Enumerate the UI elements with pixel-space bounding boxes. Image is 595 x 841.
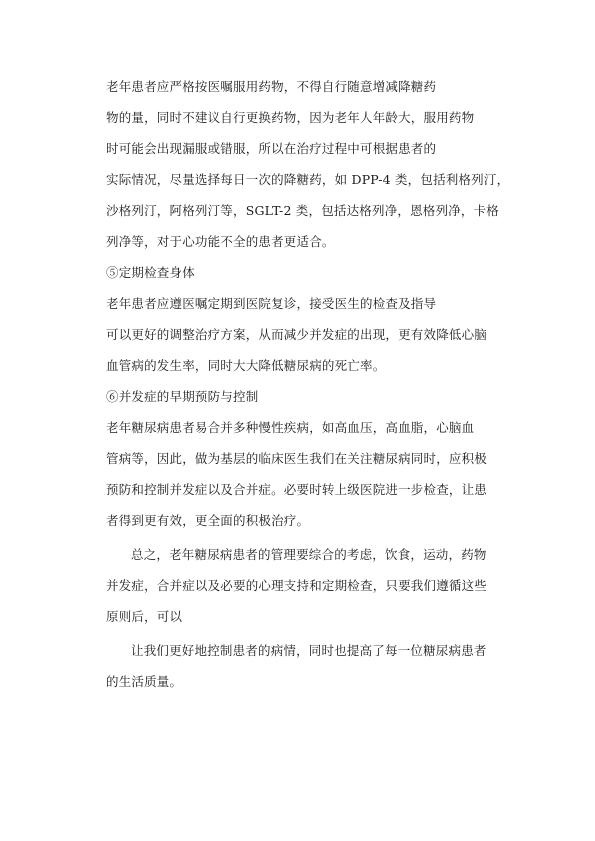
text-line-14: 预防和控制并发症以及合并症。必要时转上级医院进一步检查，让患 — [106, 482, 488, 497]
text-line-1: 老年患者应严格按医嘱服用药物，不得自行随意增减降糖药 — [106, 79, 437, 94]
text-line-12: 老年糖尿病患者易合并多种慢性疾病，如高血压，高血脂，心脑血 — [106, 420, 475, 435]
closing-line-1: 让我们更好地控制患者的病情，同时也提高了每一位糖尿病患者 — [131, 643, 487, 658]
text-line-3: 时可能会出现漏服或错服，所以在治疗过程中可根据患者的 — [106, 141, 437, 156]
text-line-6: 列净等，对于心功能不全的患者更适合。 — [106, 234, 335, 249]
summary-line-2: 并发症，合并症以及必要的心理支持和定期检查，只要我们遵循这些 — [106, 578, 488, 593]
closing-line-2: 的生活质量。 — [106, 674, 183, 689]
text-line-2: 物的量，同时不建议自行更换药物，因为老年人年龄大，服用药物 — [106, 110, 475, 125]
text-line-10: 血管病的发生率，同时大大降低糖尿病的死亡率。 — [106, 358, 386, 373]
section-heading-regular-checkup: ⑤定期检查身体 — [106, 265, 195, 280]
text-line-4: 实际情况，尽量选择每日一次的降糖药，如 DPP-4 类，包括利格列汀， — [106, 172, 510, 187]
section-heading-complications: ⑥并发症的早期预防与控制 — [106, 389, 259, 404]
text-line-13: 管病等，因此，做为基层的临床医生我们在关注糖尿病同时，应积极 — [106, 451, 488, 466]
text-line-5: 沙格列汀，阿格列汀等，SGLT-2 类，包括达格列净，恩格列净，卡格 — [106, 203, 500, 218]
summary-line-1: 总之，老年糖尿病患者的管理要综合的考虑，饮食，运动，药物 — [131, 547, 487, 562]
summary-line-3: 原则后，可以 — [106, 609, 183, 624]
text-line-9: 可以更好的调整治疗方案，从而减少并发症的出现，更有效降低心脑 — [106, 327, 488, 342]
text-line-15: 者得到更有效，更全面的积极治疗。 — [106, 513, 310, 528]
text-line-8: 老年患者应遵医嘱定期到医院复诊，接受医生的检查及指导 — [106, 296, 437, 311]
